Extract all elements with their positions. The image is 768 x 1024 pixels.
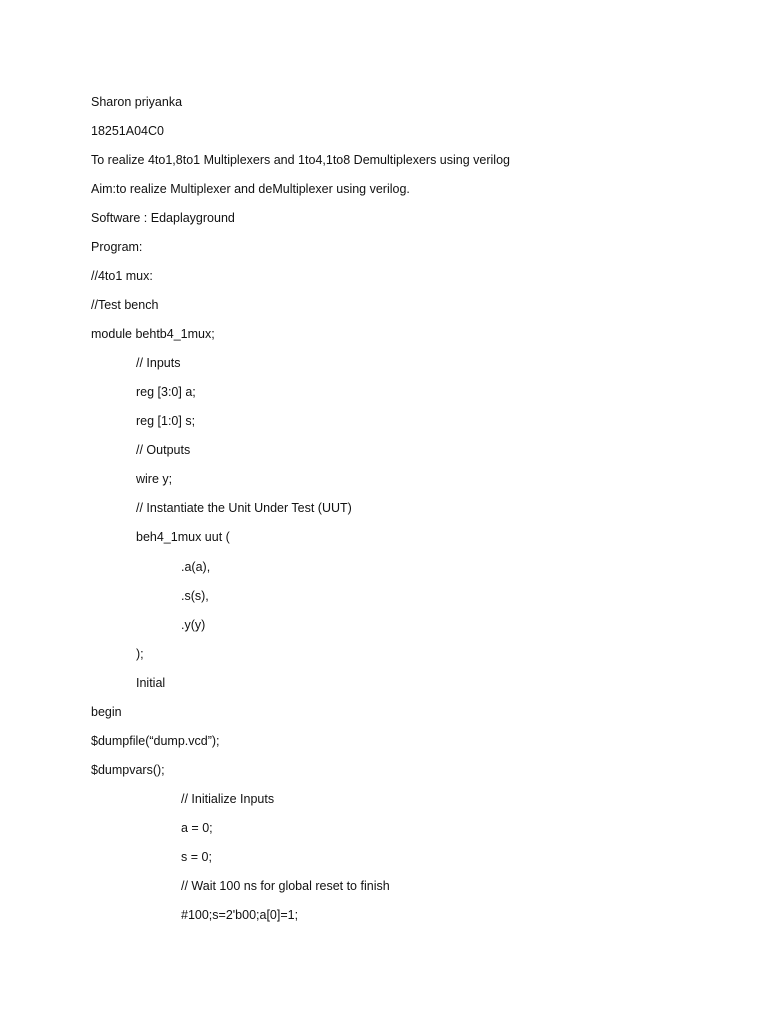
code-line: reg [3:0] a; bbox=[136, 385, 196, 399]
roll-number: 18251A04C0 bbox=[91, 124, 164, 138]
code-line: // Wait 100 ns for global reset to finish bbox=[181, 879, 390, 893]
code-line: s = 0; bbox=[181, 850, 212, 864]
code-line: // Instantiate the Unit Under Test (UUT) bbox=[136, 501, 352, 515]
code-line: $dumpfile(“dump.vcd”); bbox=[91, 734, 220, 748]
code-line: beh4_1mux uut ( bbox=[136, 530, 230, 544]
code-line: //4to1 mux: bbox=[91, 269, 153, 283]
code-line: // Outputs bbox=[136, 443, 191, 457]
experiment-title: To realize 4to1,8to1 Multiplexers and 1to4,1to8 Demultiplexers using verilog bbox=[91, 153, 510, 167]
code-line: reg [1:0] s; bbox=[136, 414, 196, 428]
program-heading: Program: bbox=[91, 240, 143, 254]
code-line: ); bbox=[136, 647, 144, 661]
code-line: a = 0; bbox=[181, 821, 213, 835]
code-line: module behtb4_1mux; bbox=[91, 327, 215, 341]
code-line: $dumpvars(); bbox=[91, 763, 165, 777]
author-name: Sharon priyanka bbox=[91, 95, 183, 109]
code-line: .a(a), bbox=[181, 560, 211, 574]
code-line: //Test bench bbox=[91, 298, 159, 312]
code-line: // Initialize Inputs bbox=[181, 792, 275, 806]
code-line: wire y; bbox=[136, 472, 173, 486]
code-line: .y(y) bbox=[181, 618, 206, 632]
code-line: .s(s), bbox=[181, 589, 209, 603]
code-line: // Inputs bbox=[136, 356, 181, 370]
code-line: #100;s=2'b00;a[0]=1; bbox=[181, 908, 299, 922]
aim-line: Aim:to realize Multiplexer and deMultiplexer using verilog. bbox=[91, 182, 410, 196]
code-line: Initial bbox=[136, 676, 166, 690]
code-line: begin bbox=[91, 705, 122, 719]
software-line: Software : Edaplayground bbox=[91, 211, 235, 225]
